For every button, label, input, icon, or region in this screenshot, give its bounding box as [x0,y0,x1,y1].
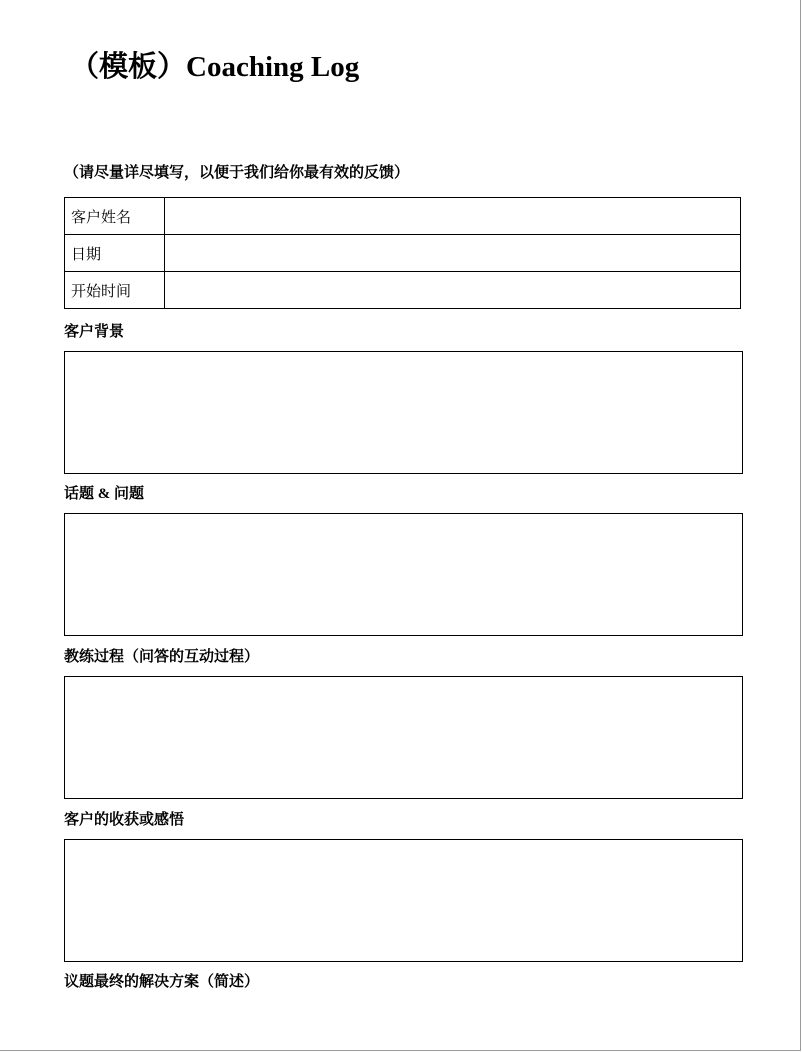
client-info-table [64,197,741,309]
page-title: （模板）Coaching Log [70,51,360,83]
final-solution-label: 议题最终的解决方案（简述） [64,974,260,990]
client-name-label: 客户姓名 [65,198,165,235]
start-time-label: 开始时间 [65,272,165,309]
coaching-process-box[interactable] [64,676,743,799]
start-time-field[interactable] [165,272,741,309]
client-background-label: 客户背景 [64,324,125,340]
topic-issue-label: 话题 & 问题 [64,486,144,502]
client-background-box[interactable] [64,351,743,474]
date-label: 日期 [65,235,165,272]
topic-issue-box[interactable] [64,513,743,636]
table-row [65,272,741,309]
client-insights-box[interactable] [64,839,743,962]
date-field[interactable] [165,235,741,272]
table-row [65,235,741,272]
instruction-note: （请尽量详尽填写，以便于我们给你最有效的反馈） [64,165,410,181]
coaching-process-label: 教练过程（问答的互动过程） [64,649,260,665]
client-insights-label: 客户的收获或感悟 [64,812,185,828]
client-name-field[interactable] [165,198,741,235]
table-row [65,198,741,235]
